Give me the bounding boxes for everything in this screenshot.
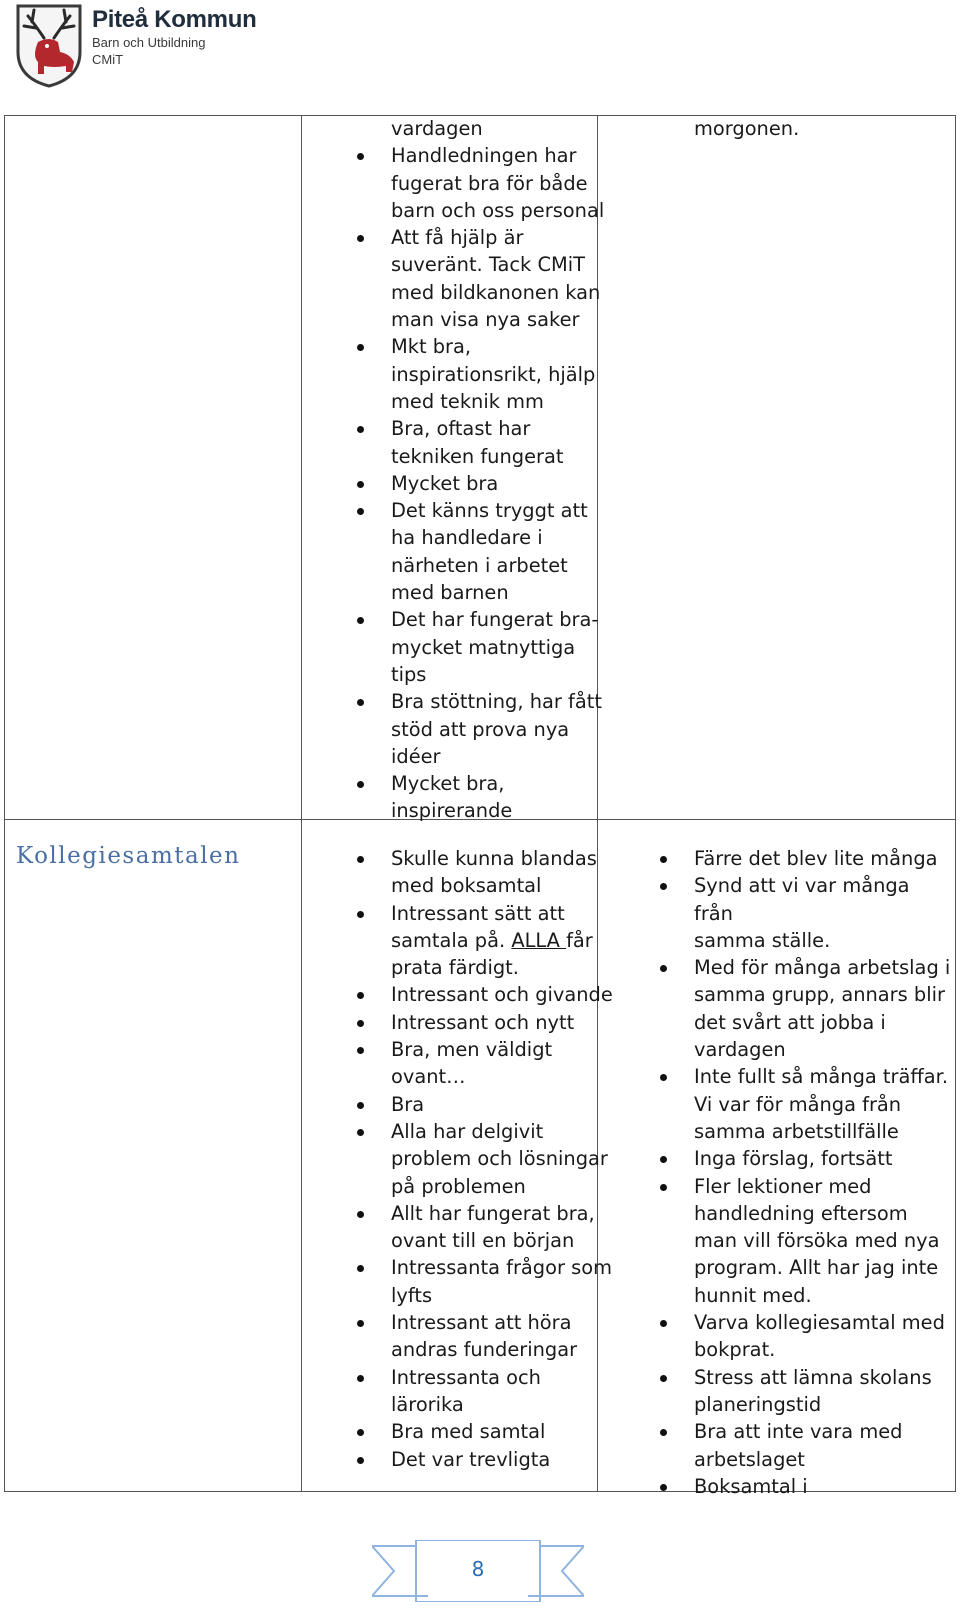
list-item	[694, 1418, 952, 1445]
list-item-text: inspirerande	[391, 799, 513, 823]
list-item-text: samma grupp, annars blir	[694, 983, 945, 1007]
list-item-continuation	[391, 661, 613, 688]
underlined-text: ALLA	[511, 928, 567, 952]
list-item-text: tekniken fungerat	[391, 444, 564, 468]
list-item-continuation	[694, 1091, 952, 1118]
list-item-text: program. Allt har jag inte	[694, 1256, 939, 1280]
list-item-text: Fler lektioner med	[694, 1174, 872, 1198]
list-item-continuation	[391, 251, 613, 278]
list-item	[694, 1309, 952, 1336]
list-item-text: inspirationsrikt, hjälp	[391, 362, 596, 386]
list-item	[391, 981, 613, 1008]
list-item-continuation	[391, 1227, 613, 1254]
list-item-text: vardagen	[391, 117, 483, 140]
list-item-continuation	[391, 552, 613, 579]
list-item-continuation	[391, 927, 613, 954]
brand-subtitle: Barn och Utbildning	[92, 35, 206, 50]
list-item-continuation	[391, 579, 613, 606]
list-item-text: Alla har delgivit	[391, 1119, 544, 1143]
list-item	[391, 224, 613, 251]
list-item	[391, 470, 613, 497]
list-item-text: Skulle kunna blandas	[391, 847, 597, 870]
list-item-text: lyfts	[391, 1283, 433, 1307]
list-item-text: fugerat bra för både	[391, 171, 588, 195]
list-item-continuation	[391, 1282, 613, 1309]
list-item-text: Att få hjälp är	[391, 226, 524, 250]
list-item	[391, 770, 613, 797]
list-item-continuation	[694, 1254, 952, 1281]
row2-col3-list	[694, 845, 952, 1500]
page-number: 8	[471, 1557, 485, 1581]
list-item-text: Färre det blev lite många	[694, 847, 938, 870]
row1-col3-list	[694, 115, 952, 142]
list-item-text: med boksamtal	[391, 874, 542, 898]
list-item	[391, 497, 613, 524]
list-item-text: Bra	[391, 1092, 425, 1116]
list-item	[694, 1473, 952, 1500]
list-item-text: prata färdigt.	[391, 956, 519, 980]
list-item-text: Bra stöttning, har fått	[391, 690, 602, 714]
brand-unit: CMiT	[92, 52, 124, 67]
list-item-continuation	[694, 981, 952, 1008]
list-item-text: med bildkanonen kan	[391, 280, 601, 304]
list-item-text: Vi var för många från	[694, 1092, 902, 1116]
list-item	[391, 1036, 613, 1063]
list-item-text: Intressant och nytt	[391, 1010, 575, 1034]
list-item-text: mycket matnyttiga	[391, 635, 576, 659]
header-logo	[14, 2, 294, 90]
list-item-text: med barnen	[391, 581, 509, 605]
list-item-continuation	[694, 1282, 952, 1309]
list-item-continuation	[391, 197, 613, 224]
list-item	[694, 1145, 952, 1172]
list-item-text: det svårt att jobba i	[694, 1010, 886, 1034]
list-item	[391, 1118, 613, 1145]
list-item-text: hunnit med.	[694, 1283, 812, 1307]
list-item	[694, 1173, 952, 1200]
list-item-continuation	[391, 634, 613, 661]
list-item-continuation	[694, 1036, 952, 1063]
list-item-text: på problemen	[391, 1174, 526, 1198]
list-item-text: ovant…	[391, 1065, 466, 1089]
list-item-text-after: får	[566, 928, 593, 952]
list-item-continuation	[391, 170, 613, 197]
list-item-continuation	[391, 716, 613, 743]
list-item-continuation	[391, 954, 613, 981]
list-item-text: andras funderingar	[391, 1338, 578, 1362]
list-item-text: planeringstid	[694, 1392, 822, 1416]
list-item	[694, 845, 952, 872]
list-item-text: samtala på.	[391, 928, 512, 952]
list-item	[391, 606, 613, 633]
list-item-text: Det har fungerat bra-	[391, 608, 599, 632]
list-item	[391, 845, 613, 872]
list-item	[694, 1063, 952, 1090]
list-item-text: problem och lösningar	[391, 1147, 608, 1171]
row2-col2-list	[391, 845, 613, 1473]
list-item-text: samma arbetstillfälle	[694, 1119, 899, 1143]
list-item	[391, 1364, 613, 1391]
list-item-continuation	[694, 927, 952, 954]
list-item-text: Intressanta och	[391, 1365, 541, 1389]
brand-name: Piteå Kommun	[92, 6, 257, 33]
list-item-continuation	[391, 443, 613, 470]
list-item-text: morgonen.	[694, 117, 800, 140]
list-item-text: Mycket bra,	[391, 772, 505, 796]
page-number-banner	[372, 1540, 584, 1602]
list-item-text: samma ställe.	[694, 928, 831, 952]
list-item-text: Handledningen har	[391, 144, 577, 168]
list-item	[391, 1254, 613, 1281]
list-item-continuation	[694, 115, 952, 142]
row-label-kollegiesamtalen: Kollegiesamtalen	[16, 843, 241, 869]
list-item-text: Stress att lämna skolans	[694, 1365, 932, 1389]
list-item-continuation	[694, 1009, 952, 1036]
list-item-text: arbetslaget	[694, 1447, 805, 1471]
list-item	[694, 1364, 952, 1391]
list-item	[391, 1309, 613, 1336]
list-item-text: ovant till en början	[391, 1229, 575, 1253]
list-item-continuation	[694, 1391, 952, 1418]
list-item-continuation	[694, 1200, 952, 1227]
list-item	[391, 1446, 613, 1473]
list-item-continuation	[391, 1391, 613, 1418]
list-item-text: tips	[391, 662, 427, 686]
list-item-text: Mycket bra	[391, 471, 499, 495]
list-item	[391, 1418, 613, 1445]
list-item	[694, 872, 952, 927]
list-item-text: Det känns tryggt att	[391, 499, 588, 523]
list-item-continuation	[694, 1336, 952, 1363]
list-item-text: Intressant och givande	[391, 983, 613, 1007]
list-item-continuation	[391, 115, 613, 142]
list-item-continuation	[391, 743, 613, 770]
list-item-text: Intressant att höra	[391, 1311, 572, 1335]
list-item	[391, 415, 613, 442]
list-item-text: Synd att vi var många från	[694, 874, 910, 925]
list-item-text: Mkt bra,	[391, 335, 472, 359]
list-item-continuation	[391, 388, 613, 415]
list-item	[391, 1200, 613, 1227]
list-item-continuation	[391, 872, 613, 899]
list-item-text: närheten i arbetet	[391, 553, 568, 577]
list-item-text: Med för många arbetslag i	[694, 956, 951, 980]
list-item-text: barn och oss personal	[391, 198, 605, 222]
column-divider-1	[301, 116, 302, 1491]
list-item-continuation	[391, 279, 613, 306]
list-item-continuation	[391, 361, 613, 388]
list-item-text: Intressant sätt att	[391, 901, 565, 925]
list-item-text: Intressanta frågor som	[391, 1256, 612, 1280]
reindeer-shield-icon	[14, 2, 84, 88]
list-item-continuation	[391, 306, 613, 333]
list-item	[391, 142, 613, 169]
list-item-text: Bra att inte vara med	[694, 1420, 903, 1444]
list-item-continuation	[694, 1227, 952, 1254]
list-item-text: med teknik mm	[391, 389, 544, 413]
list-item-continuation	[694, 1446, 952, 1473]
list-item	[391, 333, 613, 360]
list-item-text: man visa nya saker	[391, 308, 580, 332]
list-item	[391, 1009, 613, 1036]
list-item	[391, 900, 613, 927]
list-item-text: Boksamtal i	[694, 1474, 808, 1498]
list-item-text: handledning eftersom	[694, 1201, 908, 1225]
list-item-text: Bra, oftast har	[391, 417, 531, 441]
row1-col2-list	[391, 115, 613, 825]
list-item	[391, 1091, 613, 1118]
list-item-text: Det var trevligta	[391, 1447, 551, 1471]
list-item-continuation	[391, 1063, 613, 1090]
list-item-text: stöd att prova nya	[391, 717, 570, 741]
list-item-text: vardagen	[694, 1038, 786, 1062]
list-item-text: lärorika	[391, 1392, 464, 1416]
list-item-text: Inte fullt så många träffar.	[694, 1065, 948, 1089]
list-item-continuation	[694, 1118, 952, 1145]
list-item-text: Bra, men väldigt	[391, 1038, 553, 1062]
list-item-continuation	[391, 1145, 613, 1172]
list-item-text: man vill försöka med nya	[694, 1229, 940, 1253]
list-item-continuation	[391, 1173, 613, 1200]
list-item-text: ha handledare i	[391, 526, 543, 550]
list-item-text: Inga förslag, fortsätt	[694, 1147, 893, 1171]
list-item-text: suveränt. Tack CMiT	[391, 253, 585, 277]
list-item-text: idéer	[391, 744, 441, 768]
list-item-continuation	[391, 797, 613, 824]
list-item-continuation	[391, 1336, 613, 1363]
list-item-text: Allt har fungerat bra,	[391, 1201, 595, 1225]
list-item	[391, 688, 613, 715]
list-item-text: bokprat.	[694, 1338, 776, 1362]
list-item	[694, 954, 952, 981]
list-item-text: Bra med samtal	[391, 1420, 546, 1444]
list-item-continuation	[391, 524, 613, 551]
list-item-text: Varva kollegiesamtal med	[694, 1311, 945, 1335]
